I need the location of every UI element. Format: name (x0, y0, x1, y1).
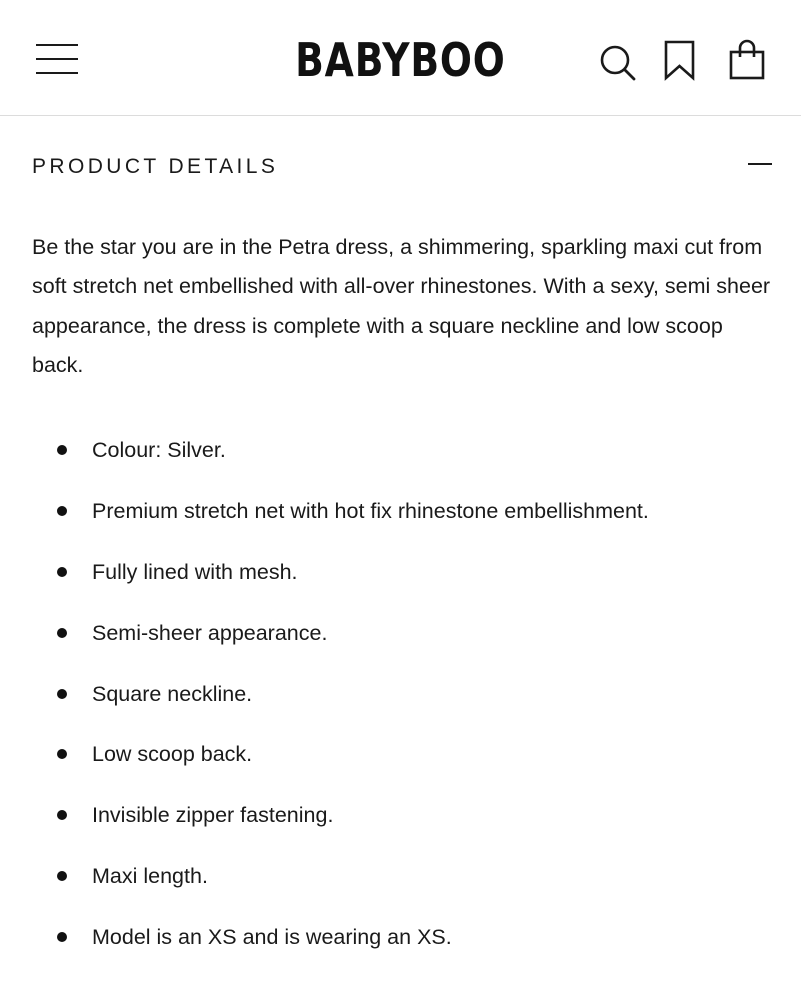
list-item (0, 552, 801, 613)
shopping-bag-icon[interactable] (727, 38, 767, 82)
bullet-icon (57, 628, 67, 638)
search-icon[interactable] (598, 38, 638, 82)
bookmark-icon[interactable] (660, 38, 700, 82)
bullet-icon (57, 506, 67, 516)
bullet-icon (57, 810, 67, 820)
feature-text: Maxi length. (92, 864, 208, 889)
list-item (0, 674, 801, 735)
feature-text: Model is an XS and is wearing an XS. (92, 925, 452, 950)
list-item (0, 856, 801, 917)
feature-text: Low scoop back. (92, 742, 253, 767)
bullet-icon (57, 567, 67, 577)
section-title: PRODUCT DETAILS (32, 155, 279, 178)
bullet-icon (57, 689, 67, 699)
feature-text: Colour: Silver. (92, 438, 226, 462)
bullet-icon (57, 871, 67, 881)
feature-text: Semi-sheer appearance. (92, 620, 328, 645)
feature-text: Fully lined with mesh. (92, 559, 298, 584)
list-item (0, 795, 801, 856)
feature-list (0, 430, 801, 978)
bullet-icon (57, 749, 67, 759)
minus-collapse-icon[interactable] (746, 150, 774, 180)
bullet-icon (57, 932, 67, 942)
product-details-header[interactable] (32, 150, 774, 184)
feature-text: Square neckline. (92, 681, 253, 706)
feature-text: Premium stretch net with hot fix rhinestone embellishment. (92, 498, 649, 523)
list-item (0, 734, 801, 795)
site-logo[interactable]: BABYBOO (295, 33, 506, 87)
product-description: Be the star you are in the Petra dress, a shimmering, sparkling maxi cut from soft stretch net embellished with all-over rhinestones. With a sexy, semi sheer appearance, the dress is complete with a square neckline and low scoop back. (32, 235, 771, 377)
list-item (0, 430, 801, 491)
list-item (0, 917, 801, 978)
list-item (0, 491, 801, 552)
site-header (0, 0, 801, 116)
bullet-icon (57, 445, 67, 455)
list-item (0, 613, 801, 674)
feature-text: Invisible zipper fastening. (92, 803, 334, 828)
